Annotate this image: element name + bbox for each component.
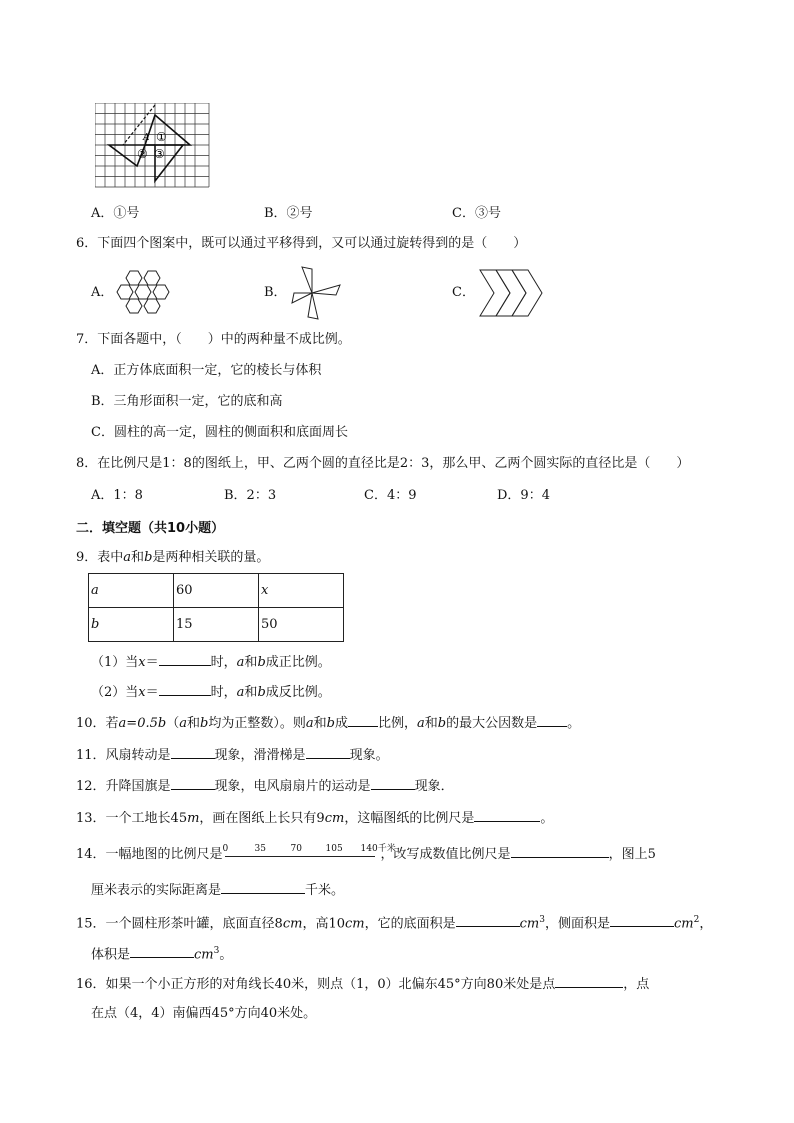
q6-chevron-pattern <box>478 268 546 318</box>
q5-option-a[interactable]: A．①号 <box>91 206 140 221</box>
q5-option-b[interactable]: B．②号 <box>264 206 313 221</box>
q9-stem-mid: 和 <box>131 550 145 565</box>
q15-u5: cm <box>194 947 214 963</box>
q9-sub1-var: x <box>138 655 146 670</box>
q15-blank-3[interactable] <box>130 942 194 958</box>
q10-b1: b <box>199 716 209 731</box>
q15-u2: cm <box>344 916 365 932</box>
q9-table-row <box>89 574 344 608</box>
q9-sub1-eq: ＝ <box>145 655 159 670</box>
q7-stem: 7．下面各题中，（ ）中的两种量不成比例。 <box>76 332 351 347</box>
q8-option-c[interactable]: C．4：9 <box>364 488 417 503</box>
q9-table-row <box>89 608 344 642</box>
q15-t1: 15．一个圆柱形茶叶罐，底面直径8 <box>76 916 283 932</box>
q13-t3: ，这幅图纸的比例尺是 <box>344 811 475 826</box>
q9-sub2-b: b <box>257 685 266 700</box>
q9-sub2-eq: ＝ <box>145 685 159 700</box>
q12-t3: 现象． <box>414 779 454 794</box>
q9-cell <box>89 608 174 642</box>
q6-option-b[interactable]: B． <box>264 285 287 300</box>
q9-stem <box>76 548 269 568</box>
q12-blank-1[interactable] <box>171 774 215 790</box>
q9-sub1 <box>91 650 331 673</box>
q16-line-1 <box>76 972 649 995</box>
q11-blank-1[interactable] <box>171 743 215 759</box>
q9-cell <box>259 608 344 642</box>
q10-a1: a <box>179 716 187 731</box>
q11-t3: 现象。 <box>349 748 389 763</box>
q14-blank-2[interactable] <box>221 878 305 894</box>
q15-t7: 。 <box>219 947 233 963</box>
q15-u1: cm <box>282 916 303 932</box>
q10-expr: a=0.5b <box>118 716 167 731</box>
section-title-fill-in: 二．填空题（共10小题） <box>76 521 225 536</box>
q9-cell-text: 15 <box>176 617 193 632</box>
q9-cell <box>89 574 174 608</box>
q15-sup3: 3 <box>539 915 545 925</box>
q5-label-a: A <box>143 133 150 143</box>
q7-option-b[interactable]: B．三角形面积一定，它的底和高 <box>91 394 283 409</box>
q13-line <box>76 806 553 829</box>
q14-t1: 14．一幅地图的比例尺是 <box>76 847 223 862</box>
q6-option-a[interactable]: A． <box>91 285 114 300</box>
q5-grid-figure <box>95 103 211 189</box>
q11-t2: 现象，滑滑梯是 <box>214 748 306 763</box>
q9-cell-text: x <box>261 583 269 598</box>
q11-blank-2[interactable] <box>306 743 350 759</box>
q9-stem-num: 9．表中 <box>76 550 124 565</box>
q14-scale-bar <box>222 843 396 866</box>
q15-t6: 体积是 <box>91 947 131 963</box>
q9-cell-text: 60 <box>176 583 193 598</box>
q8-option-d[interactable]: D．9：4 <box>497 488 550 503</box>
q16-t1: 16．如果一个小正方形的对角线长40米，则点（1，0）北偏东45°方向80米处是点 <box>76 977 556 992</box>
q13-t4: 。 <box>540 811 554 826</box>
q9-sub2 <box>91 680 331 703</box>
q7-option-a[interactable]: A．正方体底面积一定，它的棱长与体积 <box>91 363 322 378</box>
q15-line-1 <box>76 910 712 934</box>
q9-cell <box>174 608 259 642</box>
q16-blank[interactable] <box>555 972 623 988</box>
q15-u4: cm <box>673 916 694 932</box>
q13-t1: 13．一个工地长45 <box>76 811 188 826</box>
q8-option-a[interactable]: A．1：8 <box>91 488 143 503</box>
q14-blank-1[interactable] <box>511 842 609 858</box>
q9-sub2-blank[interactable] <box>159 680 211 696</box>
q9-sub1-a: a <box>236 655 245 670</box>
q9-stem-end: 是两种相关联的量。 <box>152 550 270 565</box>
q15-t3: ，它的底面积是 <box>364 916 456 932</box>
q12-t2: 现象，电风扇扇片的运动是 <box>214 779 371 794</box>
q14-scale-axis <box>225 856 375 857</box>
q10-a3: a <box>416 716 425 731</box>
q16-t2: ，点 <box>623 977 650 992</box>
q10-and2: 和 <box>313 716 327 731</box>
q10-b3: b <box>437 716 447 731</box>
q10-blank-2[interactable] <box>537 711 567 727</box>
q9-sub2-var: x <box>138 685 146 700</box>
q5-option-c[interactable]: C．③号 <box>452 206 501 221</box>
q14-line-1 <box>76 842 656 866</box>
q9-sub2-post: 时， <box>210 685 237 700</box>
q14-scale-tick: 105 <box>325 843 343 854</box>
q15-blank-2[interactable] <box>610 911 674 927</box>
q14-scale-tick: 35 <box>254 843 266 854</box>
q16-line-2: 在点（4，4）南偏西45°方向40米处。 <box>91 1006 317 1021</box>
q6-option-c[interactable]: C． <box>452 285 475 300</box>
q10-and3: 和 <box>424 716 438 731</box>
q15-t2: ，高10 <box>302 916 345 932</box>
q13-t2: ，画在图纸上长只有9 <box>199 811 325 826</box>
q15-t4: ，侧面积是 <box>544 916 610 932</box>
q10-blank-1[interactable] <box>348 711 378 727</box>
q9-sub1-post: 时， <box>210 655 237 670</box>
q14-scale-tick: 140千米 <box>360 843 396 854</box>
q14-scale-tick: 0 <box>222 843 229 854</box>
q10-t4: 成 <box>334 716 348 731</box>
q12-line <box>76 774 454 797</box>
q13-u1: m <box>187 811 200 826</box>
q10-a2: a <box>305 716 314 731</box>
q9-sub2-a: a <box>236 685 245 700</box>
q9-cell-text: 50 <box>261 617 278 632</box>
q5-label-1: ① <box>156 130 167 144</box>
q8-option-b[interactable]: B．2：3 <box>224 488 277 503</box>
q15-sup2: 2 <box>693 915 700 925</box>
q9-table <box>88 573 344 642</box>
q10-t1: 10．若 <box>76 716 119 731</box>
q13-blank[interactable] <box>474 806 540 822</box>
q5-label-3: ③ <box>154 147 165 161</box>
q9-sub1-and: 和 <box>244 655 258 670</box>
q9-sub2-pre: （2）当 <box>91 685 139 700</box>
q9-sub1-blank[interactable] <box>159 650 211 666</box>
q10-b2: b <box>326 716 335 731</box>
q15-line-2 <box>91 941 232 965</box>
q10-t3: 均为正整数）。则 <box>208 716 306 731</box>
q10-line <box>76 711 580 734</box>
q14-t3: ，图上5 <box>608 847 656 862</box>
q5-label-2: ② <box>137 147 148 161</box>
q10-t6: 的最大公因数是 <box>446 716 538 731</box>
q14-scale-tick: 70 <box>290 843 302 854</box>
q13-u2: cm <box>324 811 345 826</box>
q9-cell-text: b <box>91 617 100 632</box>
q6-hexagon-pattern <box>116 269 172 317</box>
q11-line <box>76 743 389 766</box>
q10-t2: （ <box>166 716 180 731</box>
q9-sub1-pre: （1）当 <box>91 655 139 670</box>
q9-cell <box>259 574 344 608</box>
q9-cell <box>174 574 259 608</box>
q15-sup3b: 3 <box>213 946 220 956</box>
q7-option-c[interactable]: C．圆柱的高一定，圆柱的侧面积和底面周长 <box>91 425 348 440</box>
q9-cell-text: a <box>91 583 99 598</box>
q10-t5: 比例， <box>377 716 417 731</box>
q15-blank-1[interactable] <box>456 911 520 927</box>
q12-blank-2[interactable] <box>371 774 415 790</box>
q9-sub1-b: b <box>257 655 266 670</box>
q9-sub2-tail: 成反比例。 <box>265 685 331 700</box>
q15-u3: cm <box>519 916 540 932</box>
q6-stem: 6．下面四个图案中，既可以通过平移得到，又可以通过旋转得到的是（ ） <box>76 236 527 251</box>
q10-and1: 和 <box>186 716 200 731</box>
q9-var-a: a <box>123 550 132 565</box>
q8-stem: 8．在比例尺是1：8的图纸上，甲、乙两个圆的直径比是2：3，那么甲、乙两个圆实际的直径比是（ ） <box>76 456 690 471</box>
q15-t5: ， <box>699 916 713 932</box>
q14-t5: 千米。 <box>305 883 345 898</box>
q11-t1: 11．风扇转动是 <box>76 748 171 763</box>
q14-t4: 厘米表示的实际距离是 <box>91 883 222 898</box>
q9-var-b: b <box>144 550 153 565</box>
q9-sub1-tail: 成正比例。 <box>265 655 331 670</box>
q9-sub2-and: 和 <box>244 685 258 700</box>
q10-t7: 。 <box>567 716 581 731</box>
q6-pinwheel-pattern <box>290 263 346 323</box>
q14-t2: ，改写成数值比例尺是 <box>380 847 511 862</box>
q12-t1: 12．升降国旗是 <box>76 779 171 794</box>
q14-line-2 <box>91 878 344 901</box>
